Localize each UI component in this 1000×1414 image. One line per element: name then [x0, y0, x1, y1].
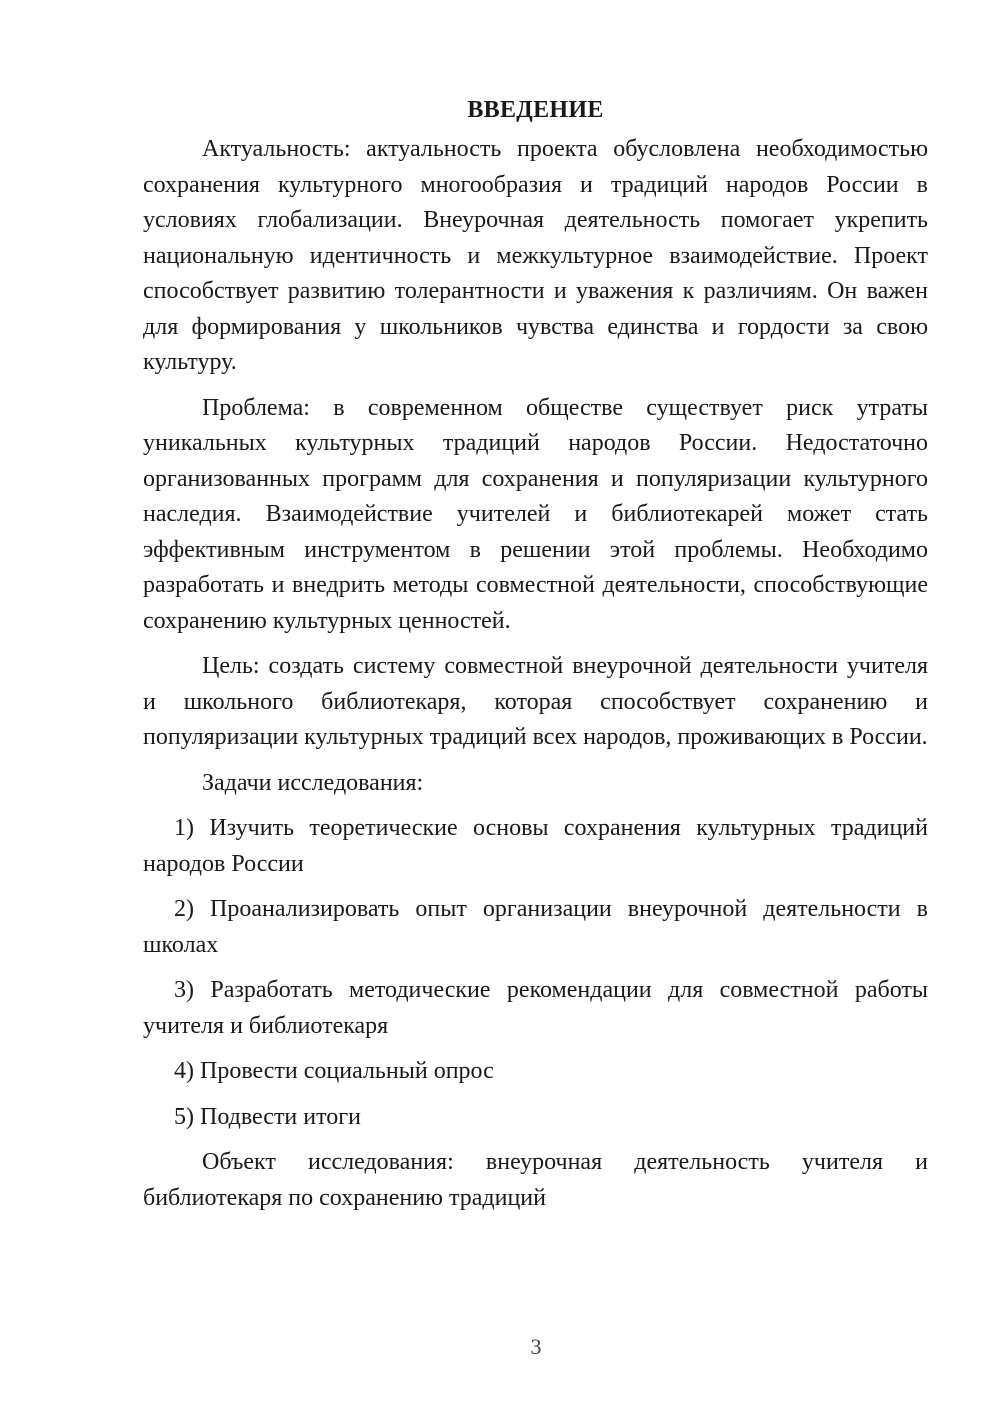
- task-item: 2) Проанализировать опыт организации внеурочной деятельности в школах: [143, 896, 928, 958]
- problem-paragraph: Проблема: в современном обществе существует риск утраты уникальных культурных традиций народов России. Недостаточно организованных программ для сохранения и популяризации культурного наследия. Взаимодействие учителей и библиотекарей может стать эффективным инструментом в решении этой проблемы. Необходимо разработать и внедрить методы совместной деятельности, способствующие сохранению культурных ценностей.: [143, 394, 928, 634]
- relevance-paragraph: Актуальность: актуальность проекта обусловлена необходимостью сохранения культурного многообразия и традиций народов России в условиях глобализации. Внеурочная деятельность помогает укрепить национальную идентичность и межкультурное взаимодействие. Проект способствует развитию толерантности и уважения к различиям. Он важен для формирования у школьников чувства единства и гордости за свою культуру.: [143, 136, 928, 375]
- tasks-heading: Задачи исследования:: [202, 769, 424, 796]
- page-number: 3: [530, 1334, 542, 1359]
- document-page: [143, 88, 928, 1226]
- object-paragraph: Объект исследования: внеурочная деятельность учителя и библиотекаря по сохранению традиций: [143, 1149, 928, 1211]
- task-item: 1) Изучить теоретические основы сохранения культурных традиций народов России: [143, 815, 928, 877]
- goal-paragraph: Цель: создать систему совместной внеурочной деятельности учителя и школьного библиотекаря, которая способствует сохранению и популяризации культурных традиций всех народов, проживающих в России.: [143, 653, 928, 750]
- task-item: 5) Подвести итоги: [174, 1103, 361, 1130]
- document-title: ВВЕДЕНИЕ: [467, 97, 604, 123]
- task-item: 3) Разработать методические рекомендации для совместной работы учителя и библиотекаря: [143, 977, 928, 1039]
- task-item: 4) Провести социальный опрос: [174, 1058, 494, 1084]
